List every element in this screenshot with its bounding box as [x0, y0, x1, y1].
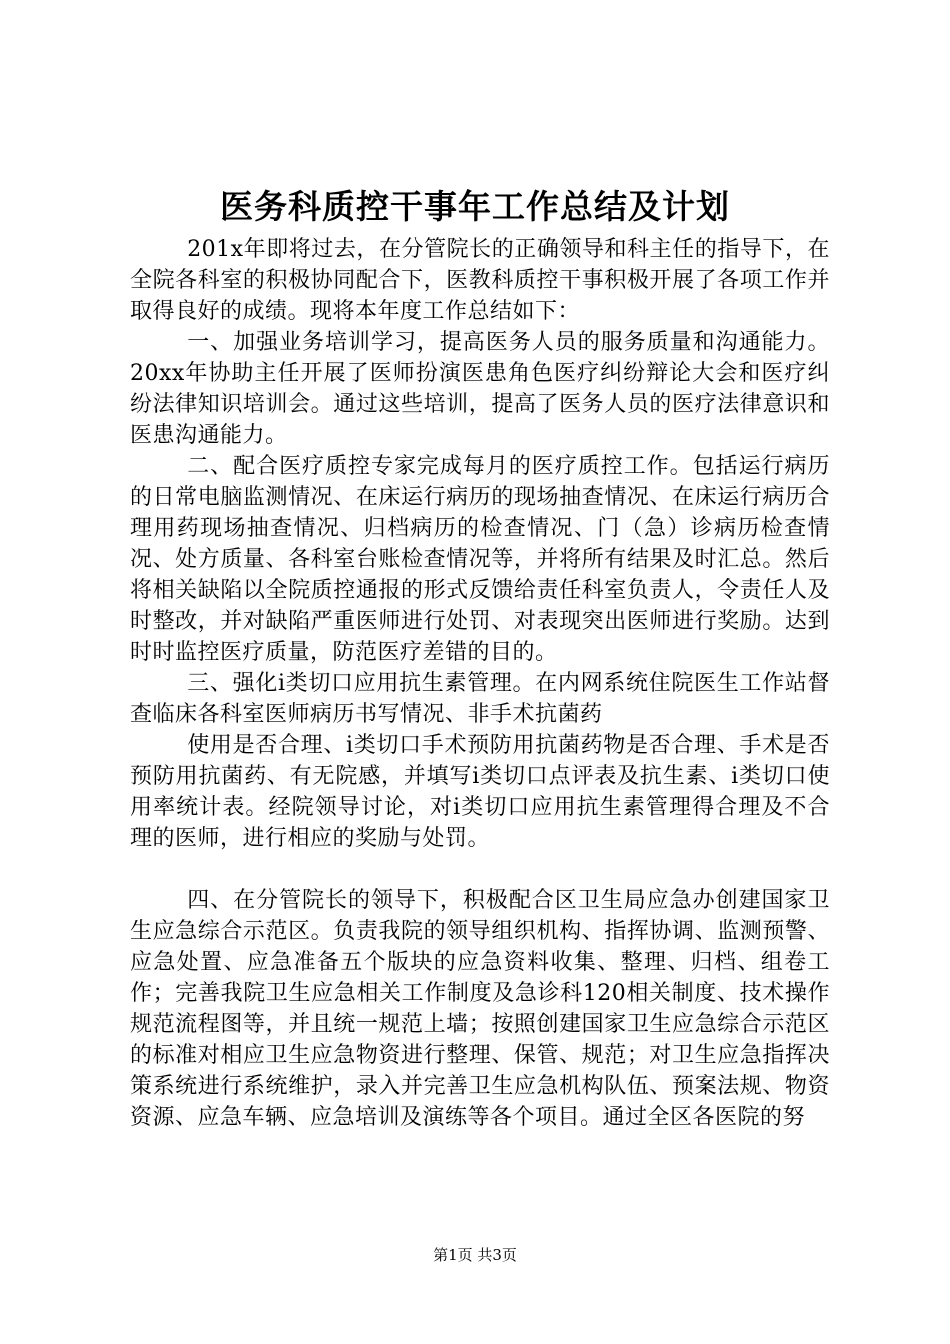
document-title: 医务科质控干事年工作总结及计划	[220, 187, 730, 226]
paragraph-section-4: 四、在分管院长的领导下，积极配合区卫生局应急办创建国家卫生应急综合示范区。负责我院的领导组织机构、指挥协调、监测预警、应急处置、应急准备五个版块的应急资料收集、整理、归档、组卷工作；完善我院卫生应急相关工作制度及急诊科120相关制度、技术操作规范流程图等，并且统一规范上墙；按照创建国家卫生应急综合示范区的标准对相应卫生应急物资进行整理、保管、规范；对卫生应急指挥决策系统进行系统维护，录入并完善卫生应急机构队伍、预案法规、物资资源、应急车辆、应急培训及演练等各个项目。通过全区各医院的努	[130, 888, 830, 1130]
paragraph-section-3-continued: 使用是否合理、ⅰ类切口手术预防用抗菌药物是否合理、手术是否预防用抗菌药、有无院感，并填写ⅰ类切口点评表及抗生素、ⅰ类切口使用率统计表。经院领导讨论，对ⅰ类切口应用抗生素管理得合理及不合理的医师，进行相应的奖励与处罚。	[130, 733, 830, 851]
paragraph-section-2: 二、配合医疗质控专家完成每月的医疗质控工作。包括运行病历的日常电脑监测情况、在床运行病历的现场抽查情况、在床运行病历合理用药现场抽查情况、归档病历的检查情况、门（急）诊病历检查情况、处方质量、各科室台账检查情况等，并将所有结果及时汇总。然后将相关缺陷以全院质控通报的形式反馈给责任科室负责人，令责任人及时整改，并对缺陷严重医师进行处罚、对表现突出医师进行奖励。达到时时监控医疗质量，防范医疗差错的目的。	[130, 454, 830, 665]
paragraph-section-3: 三、强化ⅰ类切口应用抗生素管理。在内网系统住院医生工作站督查临床各科室医师病历书写情况、非手术抗菌药	[130, 671, 830, 727]
page-number-footer: 第1页 共3页	[433, 1246, 517, 1264]
paragraph-intro: 201x年即将过去，在分管院长的正确领导和科主任的指导下，在全院各科室的积极协同配合下，医教科质控干事积极开展了各项工作并取得良好的成绩。现将本年度工作总结如下：	[130, 237, 830, 324]
paragraph-section-1: 一、加强业务培训学习，提高医务人员的服务质量和沟通能力。20xx年协助主任开展了医师扮演医患角色医疗纠纷辩论大会和医疗纠纷法律知识培训会。通过这些培训，提高了医务人员的医疗法律意识和医患沟通能力。	[130, 330, 830, 448]
paragraph-spacer	[130, 854, 830, 885]
document-body	[130, 234, 830, 1133]
